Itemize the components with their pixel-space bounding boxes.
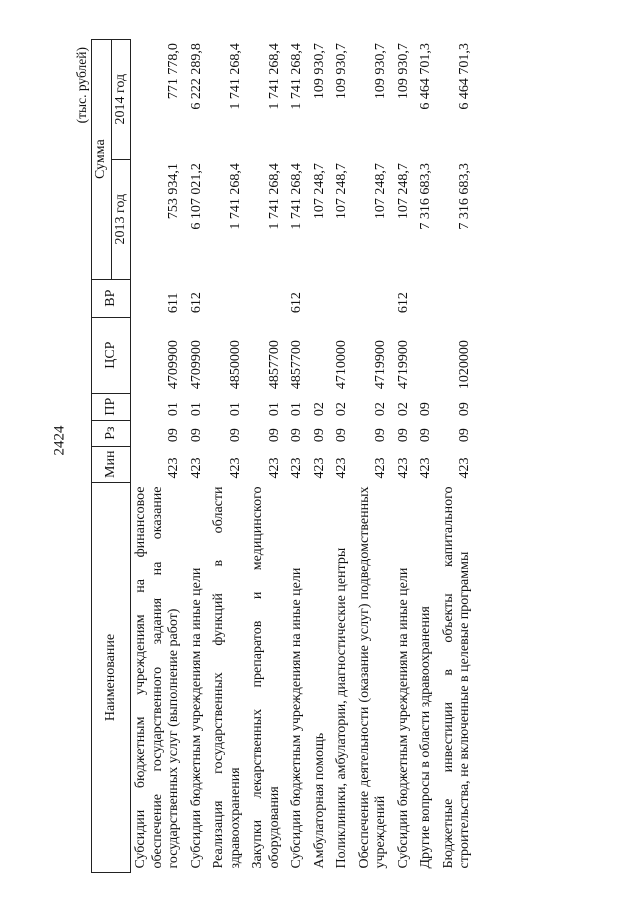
row-pr: 09 (418, 402, 433, 417)
row-min: 423 (166, 457, 181, 479)
row-vr (416, 279, 439, 317)
row-csr (416, 317, 439, 393)
row-vr (439, 279, 478, 317)
row-min: 423 (227, 457, 243, 479)
row-rz: 09 (395, 428, 411, 443)
row-vr (209, 279, 248, 317)
row-amount-2013: 107 248,7 (373, 163, 388, 220)
row-vr: 612 (188, 292, 204, 314)
row-rz: 09 (227, 428, 243, 443)
row-rz: 09 (289, 428, 304, 443)
row-pr: 09 (457, 402, 472, 417)
row-csr: 1020000 (457, 340, 472, 390)
table-row (131, 39, 187, 872)
header-amount: Сумма (92, 39, 112, 279)
table-row (332, 39, 355, 872)
table-body (131, 39, 478, 872)
table-row (394, 39, 417, 872)
row-amount-2014: 109 930,7 (395, 43, 411, 100)
row-vr: 612 (289, 292, 304, 314)
row-pr: 02 (334, 402, 349, 417)
row-pr: 02 (311, 402, 327, 417)
row-csr: 4719900 (395, 340, 411, 390)
table-row (187, 39, 210, 872)
row-csr: 4850000 (227, 340, 243, 390)
row-rz: 09 (457, 428, 472, 443)
row-vr (355, 279, 394, 317)
row-vr (310, 279, 333, 317)
row-amount-2014: 1 741 268,4 (227, 43, 243, 110)
row-amount-2014: 1 741 268,4 (289, 43, 304, 110)
header-pr: ПР (92, 393, 131, 420)
row-vr (248, 279, 287, 317)
row-min: 423 (334, 457, 349, 479)
table-header (92, 39, 131, 872)
row-amount-2013: 753 934,1 (166, 163, 181, 220)
row-pr: 01 (289, 402, 304, 417)
row-amount-2013: 1 741 268,4 (266, 163, 282, 230)
header-name: Наименование (92, 483, 131, 873)
row-min: 423 (289, 457, 304, 479)
row-rz: 09 (166, 428, 181, 443)
row-amount-2013: 7 316 683,3 (457, 163, 472, 230)
row-name: Реализация государственных функций в области здравоохранения (211, 486, 243, 869)
document-page (74, 37, 639, 873)
row-min: 423 (373, 457, 388, 479)
header-rz: Рз (92, 420, 131, 446)
row-vr: 611 (166, 292, 181, 314)
header-csr: ЦСР (92, 317, 131, 393)
row-min: 423 (457, 457, 472, 479)
row-amount-2014: 109 930,7 (311, 43, 327, 100)
row-amount-2014: 6 222 289,8 (188, 43, 204, 110)
row-name: Амбулаторная помощь (311, 732, 327, 869)
table-row (287, 39, 310, 872)
row-rz: 09 (188, 428, 204, 443)
row-amount-2013: 1 741 268,4 (227, 163, 243, 230)
row-amount-2014: 109 930,7 (334, 43, 349, 100)
row-pr: 01 (227, 402, 243, 417)
row-amount-2013: 107 248,7 (311, 163, 327, 220)
row-name: Субсидии бюджетным учреждениям на иные цели (188, 567, 204, 869)
row-pr: 02 (395, 402, 411, 417)
row-min: 423 (188, 457, 204, 479)
row-pr: 02 (373, 402, 388, 417)
row-vr (332, 279, 355, 317)
row-amount-2013: 7 316 683,3 (418, 163, 433, 230)
row-name: Другие вопросы в области здравоохранения (418, 606, 433, 869)
page-number: 2424 (51, 425, 68, 456)
budget-table (91, 39, 478, 873)
row-csr: 4709900 (188, 340, 204, 390)
row-pr: 01 (188, 402, 204, 417)
row-amount-2013: 107 248,7 (395, 163, 411, 220)
header-min: Мин (92, 446, 131, 482)
row-amount-2014: 1 741 268,4 (266, 43, 282, 110)
row-name: Закупки лекарственных препаратов и медицинского оборудования (250, 486, 282, 869)
header-year-2013: 2013 год (111, 159, 131, 279)
row-vr: 612 (395, 292, 411, 314)
row-amount-2014: 771 778,0 (166, 43, 181, 100)
table-row (248, 39, 287, 872)
row-csr: 4710000 (334, 340, 349, 390)
row-name: Субсидии бюджетным учреждениям на финансовое обеспечение государственного задания на оказание государственных услуг (выполнение работ) (133, 486, 181, 869)
row-name: Поликлиники, амбулатории, диагностические центры (334, 547, 349, 869)
row-rz: 09 (334, 428, 349, 443)
row-rz: 09 (373, 428, 388, 443)
row-name: Субсидии бюджетным учреждениям на иные цели (289, 567, 304, 869)
row-min: 423 (266, 457, 282, 479)
row-csr: 4857700 (266, 340, 282, 390)
row-rz: 09 (266, 428, 282, 443)
row-amount-2013: 107 248,7 (334, 163, 349, 220)
row-rz: 09 (418, 428, 433, 443)
row-min: 423 (395, 457, 411, 479)
table-row (355, 39, 394, 872)
row-amount-2014: 6 464 701,3 (418, 43, 433, 110)
table-row (416, 39, 439, 872)
table-row (209, 39, 248, 872)
row-min: 423 (311, 457, 327, 479)
row-pr: 01 (266, 402, 282, 417)
header-year-2014: 2014 год (111, 39, 131, 159)
header-vr: ВР (92, 279, 131, 317)
row-amount-2014: 6 464 701,3 (457, 43, 472, 110)
row-name: Бюджетные инвестиции в объекты капитального строительства, не включенные в целевые программы (440, 486, 472, 869)
row-amount-2014: 109 930,7 (373, 43, 388, 100)
row-csr: 4857700 (289, 340, 304, 390)
row-name: Субсидии бюджетным учреждениям на иные цели (395, 567, 411, 869)
row-amount-2013: 6 107 021,2 (188, 163, 204, 230)
table-row (310, 39, 333, 872)
table-row (439, 39, 478, 872)
row-min: 423 (418, 457, 433, 479)
row-rz: 09 (311, 428, 327, 443)
row-csr: 4719900 (373, 340, 388, 390)
row-csr (310, 317, 333, 393)
row-amount-2013: 1 741 268,4 (289, 163, 304, 230)
units-note: (тыс. рублей) (74, 47, 89, 124)
row-pr: 01 (166, 402, 181, 417)
row-name: Обеспечение деятельности (оказание услуг) подведомственных учреждений (356, 486, 388, 869)
row-csr: 4709900 (166, 340, 181, 390)
